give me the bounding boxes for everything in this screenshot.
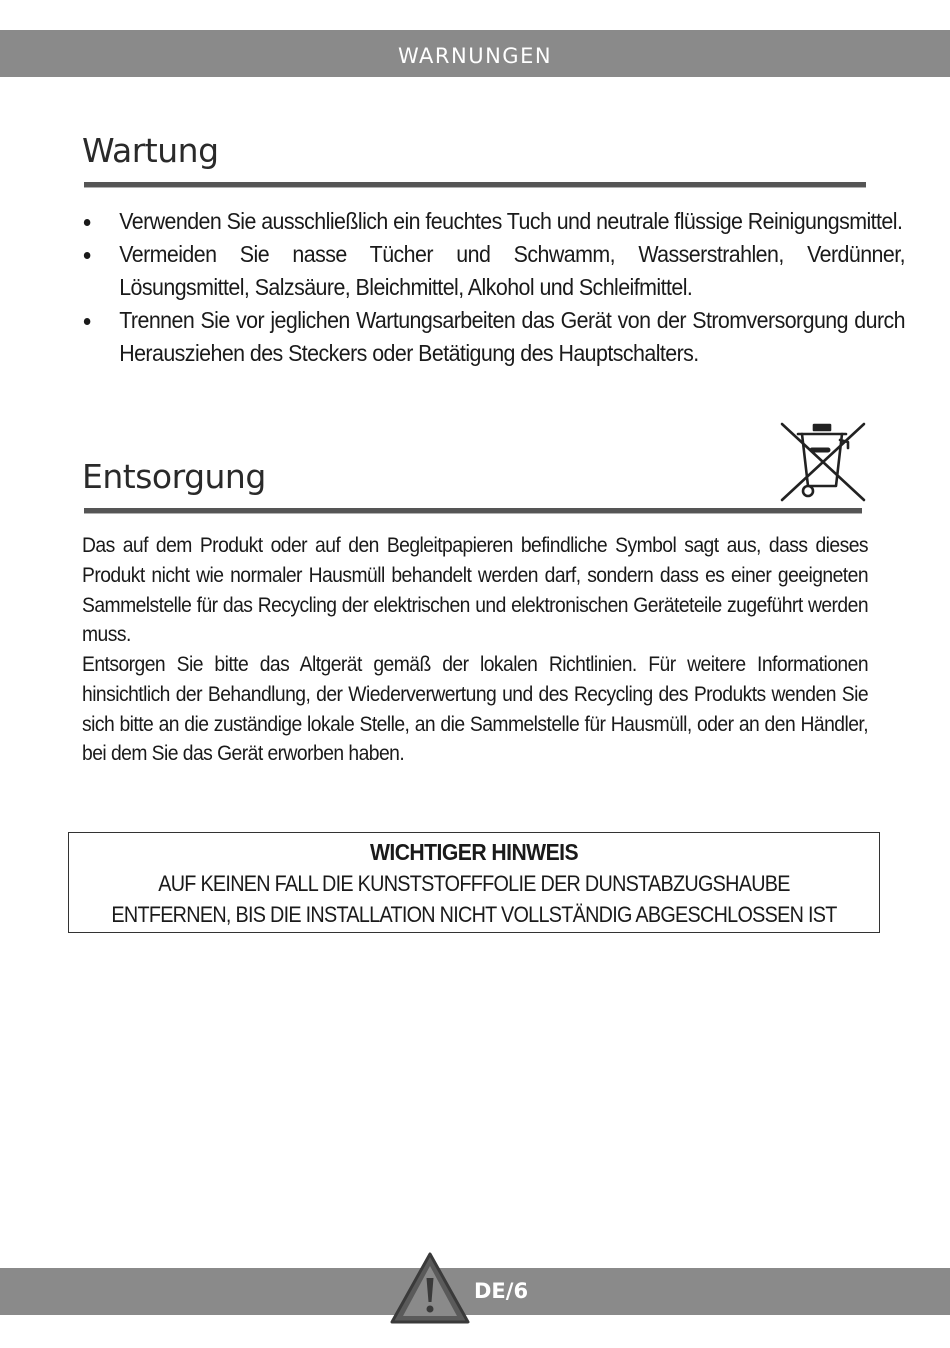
disposal-paragraph <box>82 650 868 769</box>
maintenance-list <box>82 205 905 370</box>
disposal-paragraph <box>82 531 868 650</box>
disposal-title-rule <box>84 508 862 514</box>
disposal-title: Entsorgung <box>82 457 266 496</box>
list-item: Vermeiden Sie nasse Tücher und Schwamm, Wasserstrahlen, Verdünner, Lösungsmittel, Salzsäure, Bleichmittel, Alkohol und Schleifmittel. <box>82 238 905 304</box>
maintenance-title: Wartung <box>82 131 219 170</box>
header-title: WARNUNGEN <box>397 44 553 68</box>
page-number: DE/6 <box>474 1279 529 1303</box>
notice-line: AUF KEINEN FALL DIE KUNSTSTOFFFOLIE DER DUNSTABZUGSHAUBE <box>158 871 790 896</box>
list-item: Trennen Sie vor jeglichen Wartungsarbeiten das Gerät von der Stromversorgung durch Herausziehen des Steckers oder Betätigung des Hauptschalters. <box>82 304 905 370</box>
disposal-paragraph-text: Entsorgen Sie bitte das Altgerät gemäß der lokalen Richtlinien. Für weitere Informationen hinsichtlich der Behandlung, der Wiederverwertung und des Recycling des Produkts wenden Sie sich bitte an die zuständige lokale Stelle, an die Sammelstelle für Hausmüll, oder an den Händler, bei dem Sie das Gerät erworben haben. <box>82 653 869 766</box>
notice-line: ENTFERNEN, BIS DIE INSTALLATION NICHT VOLLSTÄNDIG ABGESCHLOSSEN IST <box>111 902 837 927</box>
notice-title: WICHTIGER HINWEIS <box>369 839 579 865</box>
header-bar <box>0 30 950 77</box>
warning-triangle-icon <box>388 1250 472 1326</box>
maintenance-title-rule <box>84 182 866 188</box>
disposal-paragraph-text: Das auf dem Produkt oder auf den Begleitpapieren befindliche Symbol sagt aus, dass dieses Produkt nicht wie normaler Hausmüll behandelt werden darf, sondern dass es einer geeigneten Sammelstelle für das Recycling der elektrischen und elektronischen Geräteteile zugeführt werden muss. <box>82 534 869 647</box>
important-notice-box <box>68 832 880 933</box>
crossed-out-wheelie-bin-icon <box>778 420 868 504</box>
list-item: Verwenden Sie ausschließlich ein feuchtes Tuch und neutrale flüssige Reinigungsmittel. <box>82 205 905 238</box>
